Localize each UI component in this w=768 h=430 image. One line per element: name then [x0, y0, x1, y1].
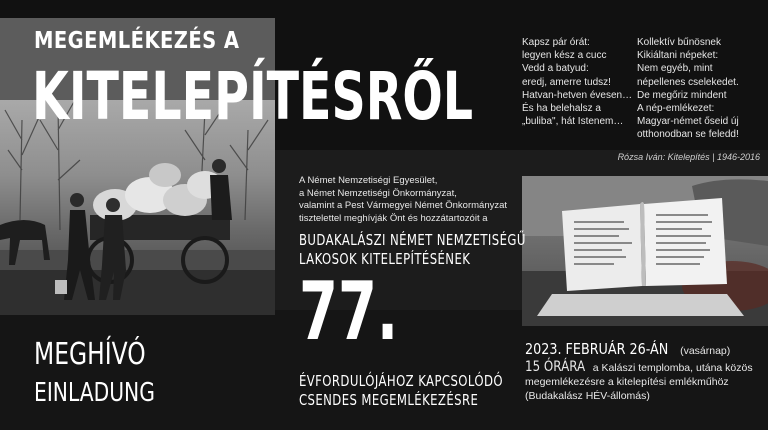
poem-line: Vedd a batyud: — [522, 63, 589, 75]
poem-line: Kollektív bűnösnek — [637, 37, 721, 48]
event-details — [525, 360, 753, 404]
anniversary-line: ÉVFORDULÓJÁHOZ KAPCSOLÓDÓ — [299, 372, 503, 390]
event-title-line: BUDAKALÁSZI NÉMET NEMZETISÉGŰ — [299, 231, 526, 249]
poem-column-1 — [522, 36, 632, 128]
memorial-book-photo — [522, 176, 768, 326]
invitation-label-de: EINLADUNG — [34, 378, 155, 408]
anniversary-number: 77. — [299, 265, 399, 358]
poem-line: Magyar-német őseid új — [637, 116, 739, 128]
organizer-line: valamint a Pest Vármegyei Német Önkormányzat — [299, 200, 508, 212]
event-date — [525, 340, 730, 359]
poem-line: Nem egyéb, mint — [637, 63, 713, 75]
poem-line: „buliba", hát Istenem… — [522, 116, 624, 128]
organizers-text — [299, 175, 507, 225]
anniversary-text — [299, 372, 503, 410]
title-line-2: KITELEPÍTÉSRŐL — [32, 58, 474, 135]
poem-line: Kikiáltani népeket: — [637, 50, 719, 62]
poem-column-2 — [637, 36, 739, 142]
details-line: a Kalászi templomba, utána közös — [592, 362, 753, 374]
invitation-label-hu: MEGHÍVÓ — [34, 337, 146, 372]
poem-line: otthonodban se feledd! — [637, 129, 739, 141]
poem-line: legyen kész a cucc — [522, 50, 607, 62]
anniversary-line: CSENDES MEGEMLÉKEZÉSRE — [299, 391, 479, 409]
poem-citation: Rózsa Iván: Kitelepítés | 1946-2016 — [617, 152, 760, 162]
details-line: (Budakalász HÉV-állomás) — [525, 390, 650, 402]
weekday-text: (vasárnap) — [680, 345, 731, 357]
poem-line: eredj, amerre tudsz! — [522, 76, 611, 88]
event-title-line: LAKOSOK KITELEPÍTÉSÉNEK — [299, 250, 471, 268]
event-time: 15 ÓRÁRA — [525, 359, 586, 375]
poem-line: népellenes cselekedet. — [637, 76, 739, 88]
poem-line: Hatvan-hetven évesen… — [522, 89, 633, 101]
poem-line: A nép-emlékezet: — [637, 102, 715, 114]
poem-line: Kapsz pár órát: — [522, 37, 590, 48]
title-line-1: MEGEMLÉKEZÉS A — [34, 28, 240, 54]
organizer-line: a Német Nemzetiségi Önkormányzat, — [299, 187, 457, 199]
event-title — [299, 231, 526, 269]
date-text: 2023. FEBRUÁR 26-ÁN — [525, 340, 669, 358]
poem-line: De megőriz mindent — [637, 89, 727, 101]
details-line: megemlékezésre a kitelepítési emlékműhöz — [525, 375, 729, 388]
organizer-line: tisztelettel meghívják Önt és hozzátartozóit a — [299, 212, 488, 224]
poem-line: És ha belehalsz a — [522, 102, 601, 114]
organizer-line: A Német Nemzetiségi Egyesület, — [299, 175, 438, 186]
